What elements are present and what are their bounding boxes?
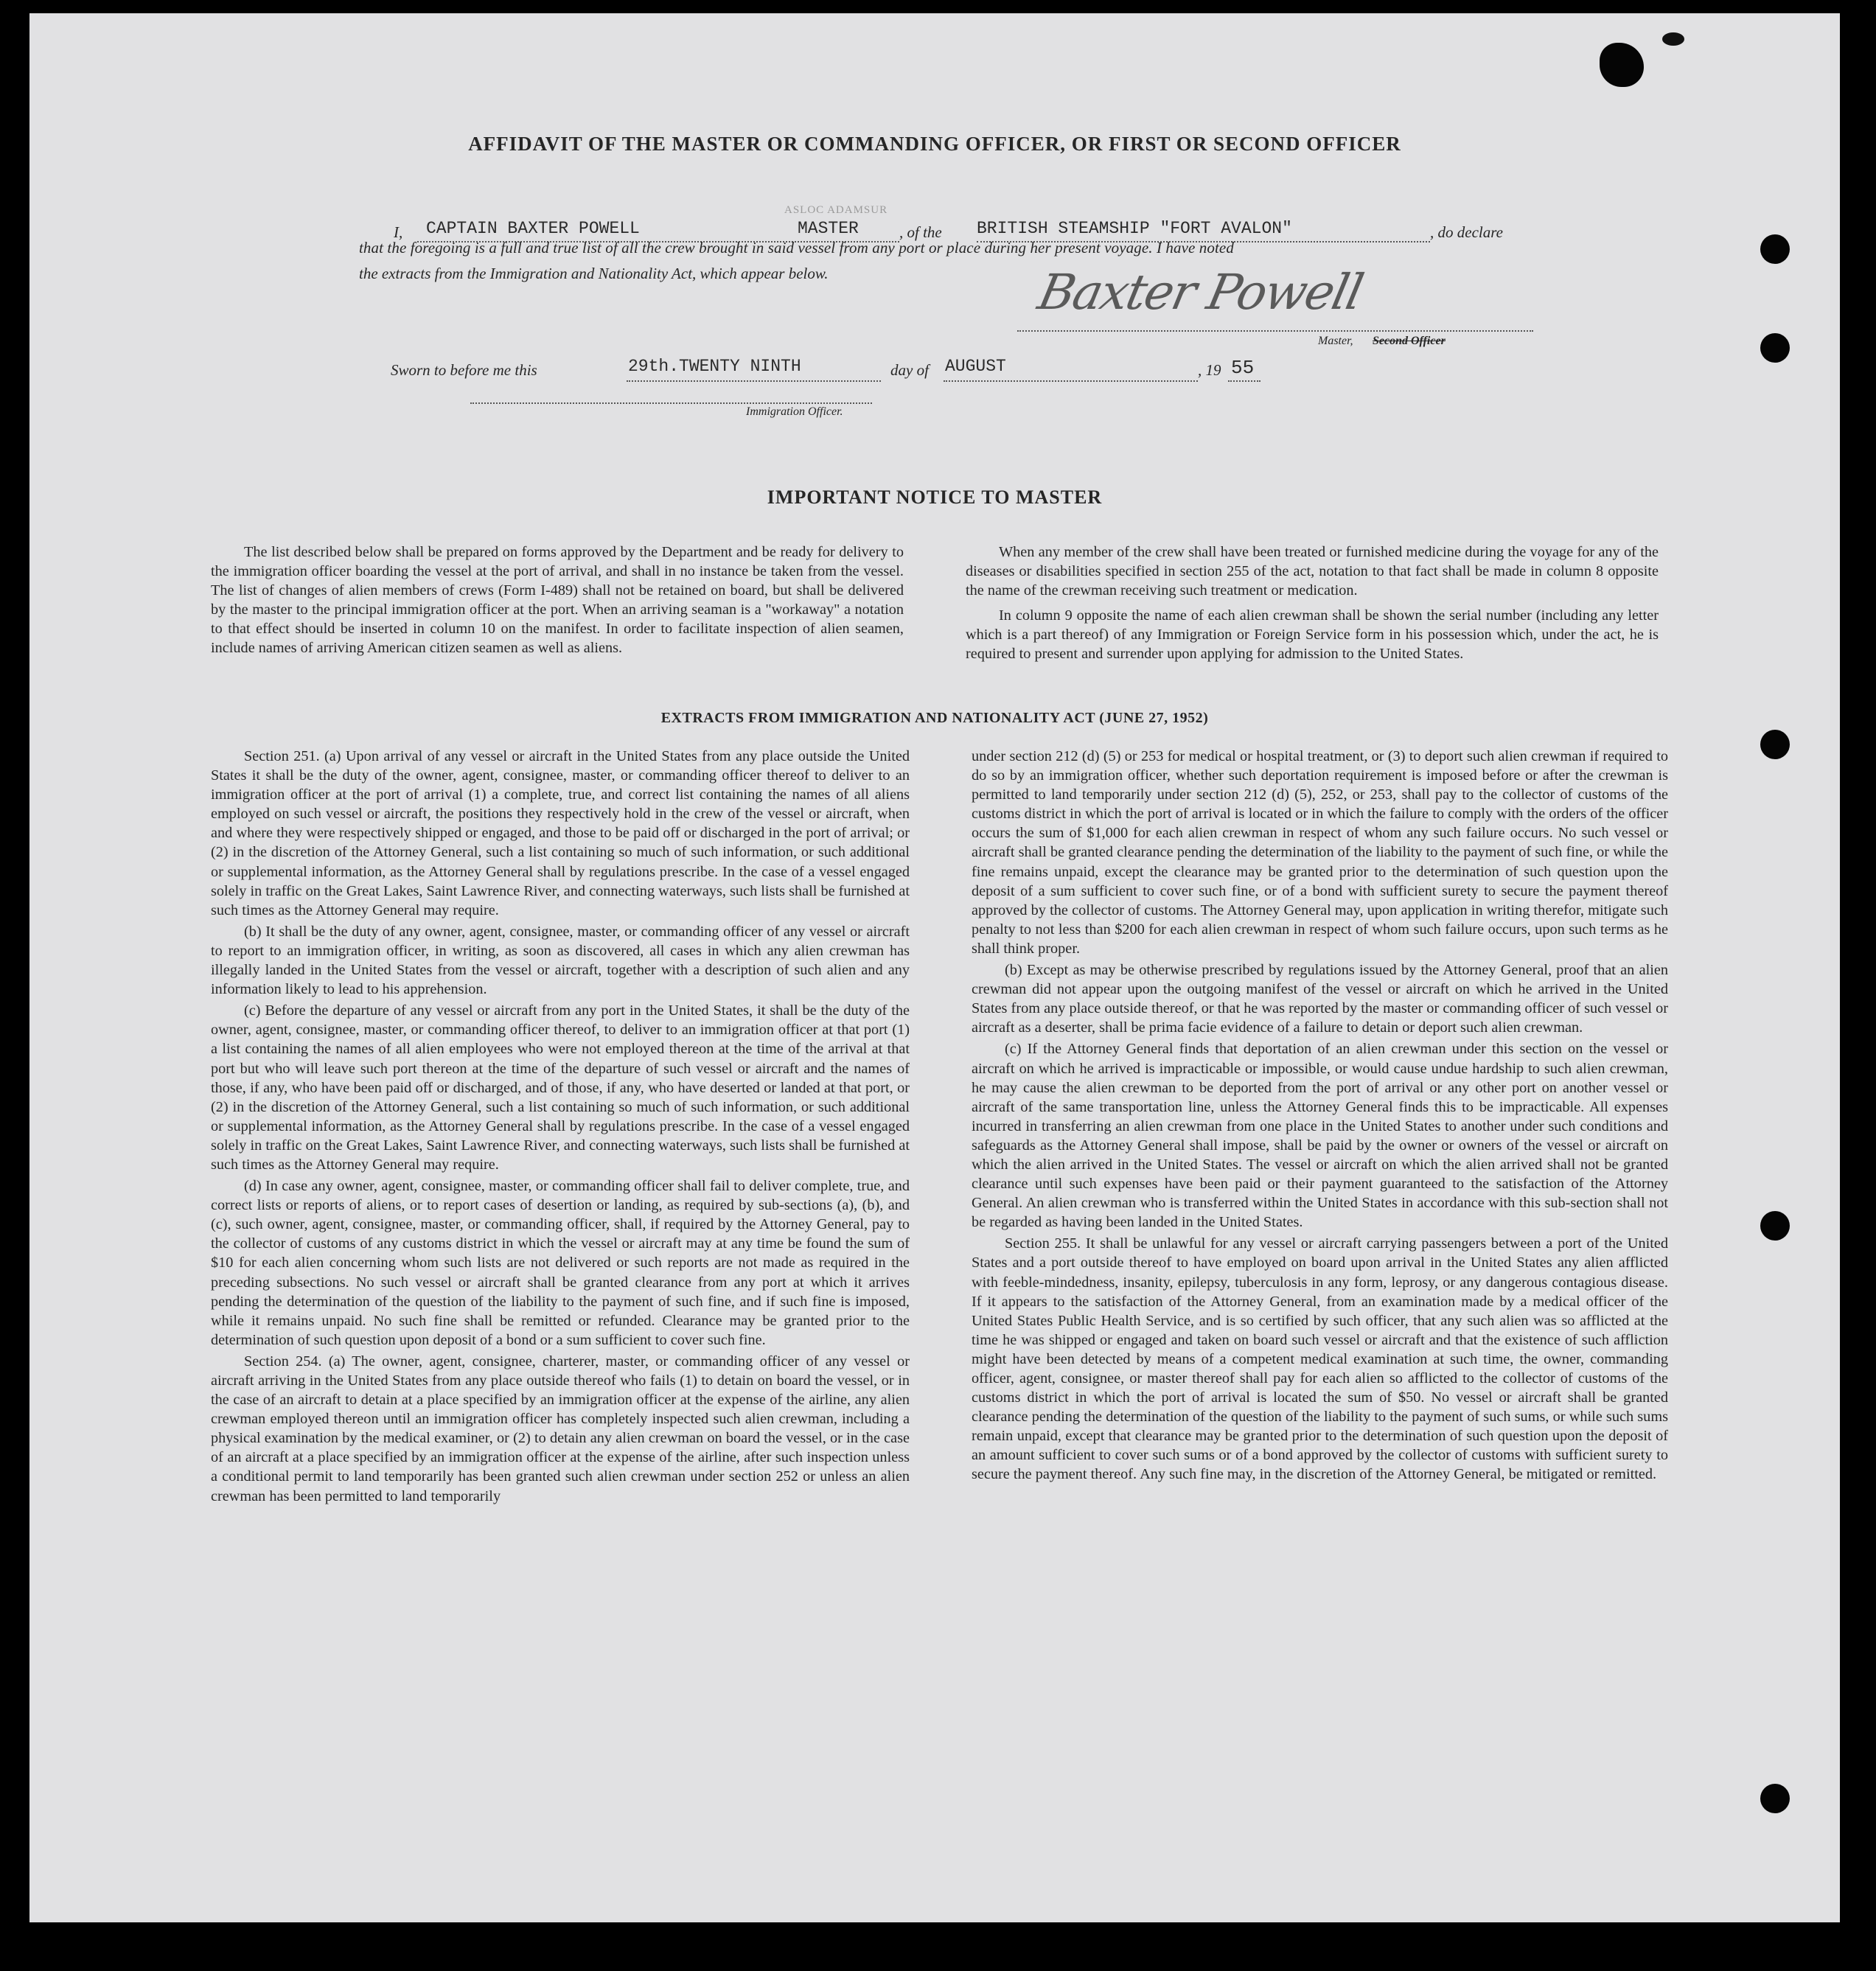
punch-hole: [1760, 234, 1790, 264]
ink-blot: [1662, 32, 1684, 46]
officer-signature-line: [470, 402, 872, 404]
master-name: CAPTAIN BAXTER POWELL: [426, 219, 640, 238]
extract-paragraph: Section 254. (a) The owner, agent, consignee, charterer, master, or commanding officer of any vessel or aircraft arriving in the United States from any place outside thereof who fails (1) to detain on board the vessel, or in the case of an aircraft to detain at a place specified by an immigration officer at the expense of the airline, any alien crewman employed thereon until an immigration officer has completely inspected such alien crewman, including a physical examination by the medical examiner, or (2) to detain any alien crewman on board the vessel, or in the case of an aircraft at a place specified by an immigration officer at the expense of the airline, after such inspection unless a conditional permit to land temporarily has been granted such alien crewman under section 252 or unless an alien crewman has been permitted to land temporarily: [211, 1353, 910, 1504]
extracts-left-column: [211, 747, 910, 1508]
declare-label: , do declare: [1430, 223, 1503, 241]
sworn-day: 29th.TWENTY NINTH: [628, 357, 801, 376]
sworn-label: Sworn to before me this: [391, 361, 537, 379]
declaration-text-1: that the foregoing is a full and true list of all the crew brought in said vessel from any port or place during her present voyage. I have noted: [359, 239, 1234, 257]
sworn-line: [391, 346, 1312, 383]
notice-paragraph: When any member of the crew shall have been treated or furnished medicine during the voyage for any of the diseases or disabilities specified in section 255 of the act, notation to that fact shall be made in column 8 opposite the name of the crewman receiving such treatment or medication.: [966, 544, 1659, 599]
notice-paragraph: The list described below shall be prepared on forms approved by the Department and be ready for delivery to the immigration officer boarding the vessel at the port of arrival, and shall in no instance be taken from the vessel. The list of changes of alien members of crews (Form I-489) shall not be retained on board, but shall be delivered by the master to the principal immigration officer at the port. When an arriving seaman is a "workaway" a notation to that effect should be inserted in column 10 on the manifest. In order to facilitate inspection of alien seamen, include names of arriving American citizen seamen as well as aliens.: [211, 544, 904, 657]
extract-paragraph: (c) If the Attorney General finds that deportation of an alien crewman under this section on the vessel or aircraft on which he arrived is impracticable or impossible, or would cause undue hardship to such alien crewman, he may cause the alien crewman to be deported from the port of arrival or any other port on another vessel or aircraft of the same transportation line, unless the Attorney General finds this to be impracticable. All expenses incurred in transferring an alien crewman from one place in the United States to another under such conditions and safeguards as the Attorney General shall impose, shall be paid by the owner or owners of the vessel or aircraft on which the alien arrived in the United States. The vessel or aircraft on which the alien arrived shall not be granted clearance until such expenses have been paid or their payment guaranteed to the satisfaction of the Attorney General. An alien crewman who is transferred within the United States in accordance with this sub-section shall not be regarded as having been landed in the United States.: [972, 1041, 1668, 1231]
year-prefix: , 19: [1198, 361, 1221, 379]
extract-paragraph: (c) Before the departure of any vessel or aircraft from any port in the United States, it shall be the duty of the owner, agent, consignee, master, or commanding officer thereof, to deliver to an immigration officer at that port (1) a list containing the names of all alien employees who were not employed thereon at the time of the arrival at that port but who will leave such port thereon at the time of the departure of such vessel or aircraft and the names of those, if any, who have been paid off or discharged, and of those, if any, who have deserted or landed at that port, or (2) in the discretion of the Attorney General, such a list containing so much of such information, or such additional or supplemental information, as the Attorney General shall by regulations prescribe. In the case of a vessel engaged solely in traffic on the Great Lakes, Saint Lawrence River, and connecting waterways, such lists shall be furnished at such times as the Attorney General may require.: [211, 1002, 910, 1173]
sworn-year-line: [1228, 380, 1260, 382]
punch-hole: [1760, 1784, 1790, 1813]
sworn-day-line: [627, 380, 881, 382]
punch-hole: [1760, 1211, 1790, 1241]
extract-paragraph: (b) It shall be the duty of any owner, agent, consignee, master, or commanding officer of any vessel or aircraft to report to an immigration officer, in writing, as soon as discovered, all cases in which any alien crewman has illegally landed in the United States from the vessel or aircraft, together with a description of such alien and any information likely to lead to his apprehension.: [211, 923, 910, 998]
signature-line: [1017, 330, 1533, 332]
extract-paragraph: (d) In case any owner, agent, consignee, master, or commanding officer shall fail to deliver complete, true, and correct lists or reports of aliens, or to report cases of desertion or landing, as required by sub-sections (a), (b), and (c), such owner, agent, consignee, master, or commanding officer, shall, if required by the Attorney General, pay to the collector of customs of any customs district in which the vessel or aircraft may at any time be found the sum of $10 for each alien concerning whom such lists are not delivered or such reports are not made as required in the preceding subsections. No such vessel or aircraft shall be granted clearance from any port at which it arrives pending the determination of the question of the liability to the payment of such fine, and if such fine is imposed, while it remains unpaid. No such fine shall be remitted or refunded. Clearance may be granted prior to the determination of such question upon deposit of a bond or a sum sufficient to cover such fine.: [211, 1178, 910, 1348]
notice-title: IMPORTANT NOTICE TO MASTER: [767, 486, 1103, 508]
affidavit-title: AFFIDAVIT OF THE MASTER OR COMMANDING OFFICER, OR FIRST OR SECOND OFFICER: [468, 133, 1401, 155]
extracts-right-column: [972, 747, 1668, 1487]
ink-blot: [1600, 43, 1644, 87]
extract-paragraph: under section 212 (d) (5) or 253 for medical or hospital treatment, or (3) to deport such alien crewman if required to do so by an immigration officer, whether such deportation requirement is imposed before or after the crewman is permitted to land temporarily under section 212 (d) (5), 252, or 253, shall pay to the collector of customs of the customs district in which the port of arrival is located or in which the failure to comply with the orders of the officer occurs the sum of $1,000 for each alien crewman in respect of whom any such failure occurs. No such vessel or aircraft shall be granted clearance pending the determination of the liability to the payment of such fine, or while the fine remains unpaid, except the clearance may be granted prior to the determination of such question upon the deposit of a sum sufficient to cover such fine, or of a bond with sufficient surety to secure the payment thereof approved by the collector of customs. The Attorney General may, upon application in writing therefor, mitigate such penalty to not less than $200 for each alien crewman in respect of whom such failure occurs, upon such terms as he shall think proper.: [972, 748, 1668, 957]
declaration-text-2: the extracts from the Immigration and Nationality Act, which appear below.: [359, 265, 829, 282]
punch-hole: [1760, 333, 1790, 363]
immigration-officer-label: Immigration Officer.: [746, 405, 843, 418]
master-signature: Baxter Powell: [1033, 264, 1367, 321]
extract-paragraph: Section 255. It shall be unlawful for any vessel or aircraft carrying passengers between a port of the United States and a port outside thereof to have employed on board upon arrival in the United States any alien afflicted with feeble-mindedness, insanity, epilepsy, tuberculosis in any form, leprosy, or any dangerous contagious disease. If it appears to the satisfaction of the Attorney General, from an examination made by a medical officer of the United States Public Health Service, and is so certified by such officer, that any such alien was so afflicted at the time he was shipped or engaged and taken on board such vessel or aircraft and that the existence of such affliction might have been detected by means of a competent medical examination at such time, the owner, commanding officer, agent, consignee, or master thereof shall pay for each alien so afflicted to the collector of customs of the customs district in which the port of arrival is located the sum of $50. No vessel or aircraft shall be granted clearance pending the determination of the question of the liability to the payment of such sums, or while such sums remain unpaid, except that clearance may be granted prior to the determination of such question upon the deposit of an amount sufficient to cover such sums or of a bond approved by the collector of customs with sufficient surety to secure the payment thereof. Any such fine may, in the discretion of the Attorney General, be mitigated or remitted.: [972, 1235, 1668, 1483]
punch-hole: [1760, 730, 1790, 759]
extract-paragraph: Section 251. (a) Upon arrival of any vessel or aircraft in the United States from any place outside the United States it shall be the duty of the owner, agent, consignee, master, or commanding officer thereof to deliver to an immigration officer at the port of arrival (1) a complete, true, and correct list containing the names of all aliens employed on such vessel or aircraft, the positions they respectively hold in the crew of the vessel or aircraft, when and where they were respectively shipped or engaged, and those to be paid off or discharged in the port of arrival; or (2) in the discretion of the Attorney General, such a list containing so much of such information, or such additional or supplemental information, as the Attorney General shall by regulations prescribe. In the case of a vessel engaged solely in traffic on the Great Lakes, Saint Lawrence River, and connecting waterways, such lists shall be furnished at such times as the Attorney General may require.: [211, 748, 910, 918]
extract-paragraph: (b) Except as may be otherwise prescribed by regulations issued by the Attorney General, proof that an alien crewman did not appear upon the outgoing manifest of the vessel or aircraft on which he arrived in the United States from any place outside thereof, or that he was reported by the master or commanding officer of such vessel or aircraft as a deserter, shall be prima facie evidence of a failure to detain or deport such alien crewman.: [972, 962, 1668, 1036]
of-the-label: , of the: [899, 223, 942, 241]
sworn-month: AUGUST: [945, 357, 1006, 376]
master-rank: MASTER: [798, 219, 859, 238]
sworn-year: 55: [1231, 357, 1255, 379]
signature-block: [1017, 264, 1548, 345]
extracts-title: EXTRACTS FROM IMMIGRATION AND NATIONALITY ACT (JUNE 27, 1952): [660, 710, 1209, 726]
document-page: [29, 13, 1840, 1922]
i-label: I,: [394, 223, 403, 241]
day-of-label: day of: [890, 361, 929, 379]
vessel-name: BRITISH STEAMSHIP "FORT AVALON": [977, 219, 1292, 238]
declaration-line: [391, 204, 1541, 241]
notice-left-column: [211, 543, 904, 660]
rank-stamp: ASLOC ADAMSUR: [784, 204, 888, 216]
notice-right-column: [966, 543, 1659, 666]
master-label: Master,: [1318, 335, 1353, 347]
sworn-month-line: [944, 380, 1198, 382]
notice-paragraph: In column 9 opposite the name of each alien crewman shall be shown the serial number (including any letter which is a part thereof) of any Immigration or Foreign Service form in his possession which, under the act, he is required to present and surrender upon applying for admission to the United States.: [966, 607, 1659, 663]
struck-officer-label: Second Officer: [1373, 335, 1446, 347]
